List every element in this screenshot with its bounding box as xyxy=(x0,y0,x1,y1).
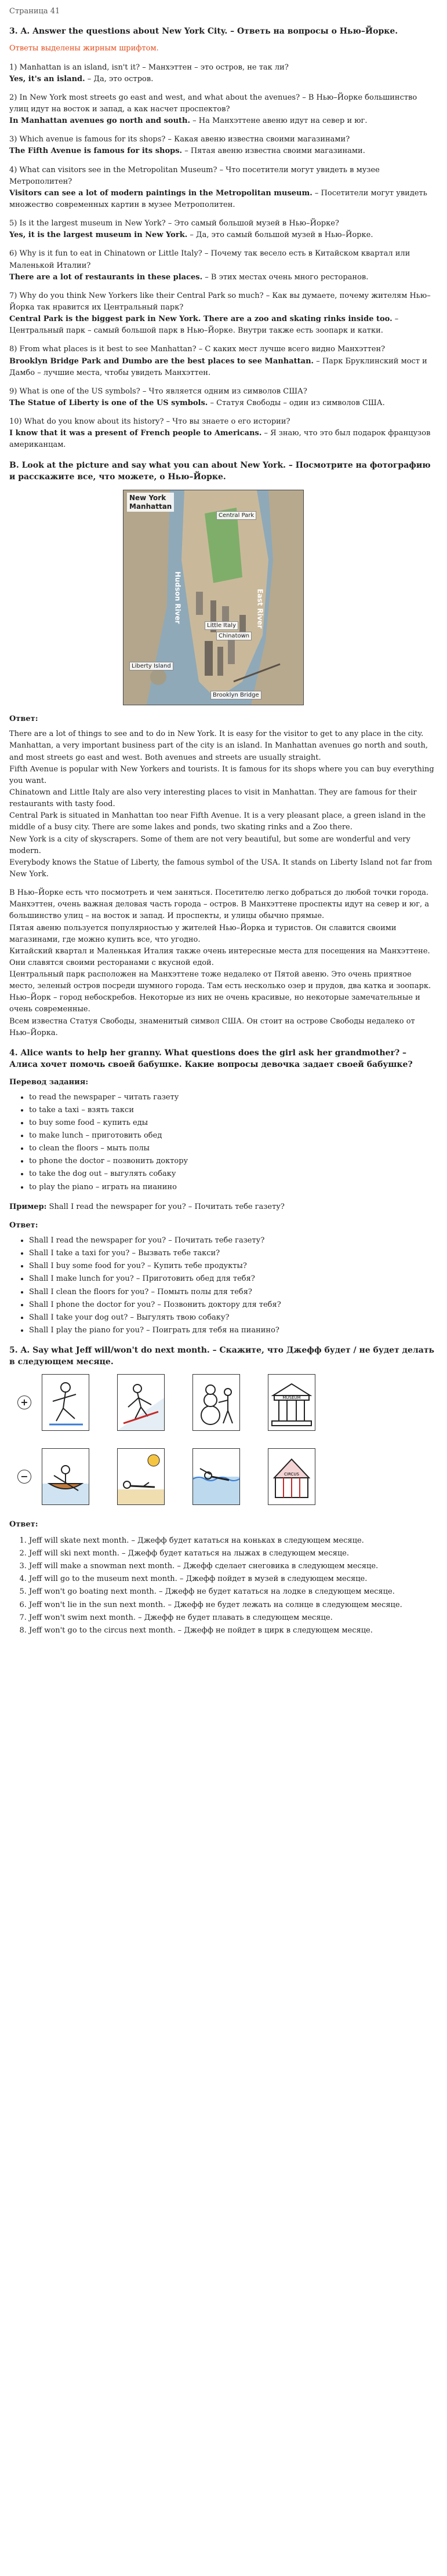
vocab-item: • to clean the floors – мыть полы xyxy=(29,1143,438,1154)
answer-label-4: Ответ: xyxy=(9,1220,38,1230)
manhattan-map-image xyxy=(123,490,304,705)
vocab-item: • to buy some food – купить еды xyxy=(29,1117,438,1129)
text-line: Нью–Йорк – город небоскребов. Некоторые из них не очень красивые, но некоторые замечательные и очень современные. xyxy=(9,993,420,1014)
answer-translation: – Статуя Свободы – один из символов США. xyxy=(208,398,385,407)
answer-item: 2. Jeff will ski next month. – Джефф будет кататься на лыжах в следующем месяце. xyxy=(29,1548,438,1560)
section-5-heading: 5. A. Say what Jeff will/won't do next month. – Скажите, что Джефф будет / не будет делать в следующем месяце. xyxy=(9,1346,434,1367)
answer-translation: – Да, это остров. xyxy=(85,74,154,83)
question-text: 4) What can visitors see in the Metropolitan Museum? – Что посетители могут увидеть в музее Метрополитен? xyxy=(9,165,380,186)
answer-translation: – На Манхэттене авеню идут на север и юг. xyxy=(190,116,368,126)
answer-item: 8. Jeff won't go to the circus next month. – Джефф не пойдет в цирк в следующем месяце. xyxy=(29,1625,438,1637)
qa-item xyxy=(9,290,438,337)
answer-text: The Fifth Avenue is famous for its shops. xyxy=(9,147,183,156)
activity-pictures xyxy=(9,1374,438,1511)
vocab-item: • to make lunch – приготовить обед xyxy=(29,1130,438,1142)
section-4-heading: 4. Alice wants to help her granny. What questions does the girl ask her grandmother? – Алиса хочет помочь своей бабушке. Какие вопросы девочка задает своей бабушке? xyxy=(9,1048,413,1070)
vocab-item: • to take the dog out – выгулять собаку xyxy=(29,1168,438,1180)
answer-line xyxy=(9,398,438,409)
sunbathing-picture xyxy=(117,1448,165,1505)
qa-item xyxy=(9,416,438,451)
answer-text: There are a lot of restaurants in these places. xyxy=(9,272,203,282)
text-line: Китайский квартал и Маленькая Италия также очень интересные места для посещения на Манхэттене. Они славятся своими ресторанами с вкусной едой. xyxy=(9,946,430,967)
example-label: Пример: xyxy=(9,1202,47,1211)
question-text: 10) What do you know about its history? – Что вы знаете о его истории? xyxy=(9,417,290,427)
answer-item: 3. Jeff will make a snowman next month. – Джефф сделает снеговика в следующем месяце. xyxy=(29,1561,438,1572)
question-text: 1) Manhattan is an island, isn't it? – Манхэттен – это остров, не так ли? xyxy=(9,63,289,72)
answer-line xyxy=(9,145,438,157)
answer-translation: – Да, это самый большой музей в Нью–Йорке. xyxy=(187,231,373,240)
section-3-heading: 3. A. Answer the questions about New York City. – Ответь на вопросы о Нью–Йорке. xyxy=(9,27,398,37)
answer-item: 4. Jeff will go to the museum next month. – Джефф пойдет в музей в следующем месяце. xyxy=(29,1573,438,1585)
answer-label-5: Ответ: xyxy=(9,1520,38,1529)
minus-sign-icon: − xyxy=(17,1470,31,1484)
answers-note: Ответы выделены жирным шрифтом. xyxy=(9,44,159,53)
text-line: В Нью–Йорке есть что посмотреть и чем заняться. Посетителю легко добраться до любой точки города. Манхэттен, очень важная деловая часть города – остров. В Манхэттене проспекты идут на север и юг, а большинство улиц – на восток и запад. И проспекты, и улицы обычно прямые. xyxy=(9,888,430,921)
text-line: Пятая авеню пользуется популярностью у жителей Нью–Йорка и туристов. Он славится своими магазинами, где можно купить все, что угодно. xyxy=(9,923,397,944)
answer-text: I know that it was a present of French people to Americans. xyxy=(9,429,262,438)
question-text: 9) What is one of the US symbols? – Что является одним из символов США? xyxy=(9,387,307,396)
map-label-hudson-river: Hudson River xyxy=(173,571,182,624)
snowman-picture xyxy=(192,1374,240,1431)
answer-translation: – Пятая авеню известна своими магазинами. xyxy=(182,147,365,156)
example-text: Shall I read the newspaper for you? – Почитать тебе газету? xyxy=(46,1202,285,1211)
text-line: There are a lot of things to see and to do in New York. It is easy for the visitor to get to any place in the city. Manhattan, a very important business part of the city is an island. In Manhattan avenues go north and south, and most streets go east and west. Both avenues and streets are usually straight. xyxy=(9,730,428,762)
answer-item: • Shall I make lunch for you? – Приготовить обед для тебя? xyxy=(29,1273,438,1285)
map-illustration xyxy=(123,490,303,705)
qa-item xyxy=(9,248,438,283)
answer-translation: – Центральный парк – самый большой парк в Нью–Йорке. Внутри также есть зоопарк и катки. xyxy=(9,315,399,336)
answer-translation: – Парк Бруклинский мост и Дамбо – лучшие места, чтобы увидеть Манхэттен. xyxy=(9,356,427,377)
qa-item xyxy=(9,344,438,378)
question-text: 8) From what places is it best to see Manhattan? – С каких мест лучше всего видно Манхэттен? xyxy=(9,345,386,354)
vocab-item: • to phone the doctor – позвонить доктору xyxy=(29,1156,438,1167)
answers-list-5 xyxy=(9,1535,438,1637)
plus-sign-icon: + xyxy=(17,1396,31,1409)
answer-item: • Shall I phone the doctor for you? – Позвонить доктору для тебя? xyxy=(29,1299,438,1311)
answer-translation: – Посетители могут увидеть множество современных картин в музее Метрополитен. xyxy=(9,188,427,209)
text-line: Центральный парк расположен на Манхэттене тоже недалеко от Пятой авеню. Это очень приятное место, зеленый остров посреди шумного города. Там есть несколько озер и прудов, два катка и зоопарк. xyxy=(9,970,431,991)
circus-picture xyxy=(268,1448,315,1505)
vocab-list xyxy=(9,1092,438,1193)
answer-label-b: Ответ: xyxy=(9,715,38,724)
answer-line xyxy=(9,428,438,451)
answer-item: 1. Jeff will skate next month. – Джефф будет кататься на коньках в следующем месяце. xyxy=(29,1535,438,1547)
map-label-liberty-island: Liberty Island xyxy=(129,662,173,671)
qa-item xyxy=(9,218,438,241)
answer-text: Yes, it's an island. xyxy=(9,74,85,83)
answer-text: In Manhattan avenues go north and south. xyxy=(9,116,191,126)
answer-line xyxy=(9,229,438,241)
text-line: Central Park is situated in Manhattan too near Fifth Avenue. It is a very pleasant place, a green island in the middle of a busy city. There are some lakes and ponds, two skating rinks and a Zoo there. xyxy=(9,811,426,832)
vocab-item: • to take a taxi – взять такси xyxy=(29,1105,438,1116)
answer-item: • Shall I clean the floors for you? – Помыть полы для тебя? xyxy=(29,1287,438,1298)
map-label-chinatown: Chinatown xyxy=(216,632,252,640)
answer-line xyxy=(9,272,438,283)
answer-text: Brooklyn Bridge Park and Dumbo are the best places to see Manhattan. xyxy=(9,356,314,366)
text-line: Chinatown and Little Italy are also very interesting places to visit in Manhattan. They are famous for their restaurants with tasty food. xyxy=(9,788,417,809)
map-label-brooklyn-bridge: Brooklyn Bridge xyxy=(210,691,261,699)
qa-list xyxy=(9,62,438,451)
answer-text: Central Park is the biggest park in New York. There are a zoo and skating rinks inside too. xyxy=(9,315,393,324)
answer-line xyxy=(9,115,438,127)
answer-text: The Statue of Liberty is one of the US symbols. xyxy=(9,398,208,407)
skating-picture xyxy=(42,1374,89,1431)
answer-text: Visitors can see a lot of modern paintings in the Metropolitan museum. xyxy=(9,188,312,198)
answer-item: 7. Jeff won't swim next month. – Джефф не будет плавать в следующем месяце. xyxy=(29,1612,438,1624)
answer-item: • Shall I take a taxi for you? – Вызвать тебе такси? xyxy=(29,1248,438,1259)
answer-item: 6. Jeff won't lie in the sun next month. – Джефф не будет лежать на солнце в следующем месяце. xyxy=(29,1599,438,1611)
text-line: Everybody knows the Statue of Liberty, the famous symbol of the USA. It stands on Liberty Island not far from New York. xyxy=(9,858,433,879)
page-number: Страница 41 xyxy=(9,7,60,16)
map-label-east-river: East River xyxy=(256,589,264,629)
circus-sign: CIRCUS xyxy=(284,1471,299,1477)
text-line: Всем известна Статуя Свободы, знаменитый символ США. Он стоит на острове Свободы недалеко от Нью–Йорка. xyxy=(9,1016,415,1037)
answer-line xyxy=(9,188,438,211)
text-line: Fifth Avenue is popular with New Yorkers and tourists. It is famous for its shops where you can buy everything you want. xyxy=(9,764,434,785)
vocab-item: • to read the newspaper – читать газету xyxy=(29,1092,438,1103)
answer-line xyxy=(9,74,438,85)
answer-item: 5. Jeff won't go boating next month. – Джефф не будет кататься на лодке в следующем месяце. xyxy=(29,1586,438,1598)
question-text: 2) In New York most streets go east and west, and what about the avenues? – В Нью–Йорке большинство улиц идут на восток и запад, а как насчет проспектов? xyxy=(9,93,417,114)
question-text: 3) Which avenue is famous for its shops? – Какая авеню известна своими магазинами? xyxy=(9,135,350,144)
translation-label: Перевод задания: xyxy=(9,1077,89,1087)
question-text: 5) Is it the largest museum in New York? – Это самый большой музей в Нью–Йорке? xyxy=(9,219,339,228)
answers-list-4 xyxy=(9,1235,438,1336)
qa-item xyxy=(9,134,438,157)
qa-item xyxy=(9,165,438,212)
map-label-little-italy: Little Italy xyxy=(205,621,238,630)
question-text: 6) Why is it fun to eat in Chinatown or Little Italy? – Почему так весело есть в Китайском квартал или Маленькой Италии? xyxy=(9,249,410,270)
museum-picture xyxy=(268,1374,315,1431)
map-title: New York Manhattan xyxy=(127,493,174,512)
answer-item: • Shall I read the newspaper for you? – Почитать тебе газету? xyxy=(29,1235,438,1247)
text-line: New York is a city of skyscrapers. Some of them are not very beautiful, but some are wonderful and very modern. xyxy=(9,835,410,855)
answer-translation: – В этих местах очень много ресторанов. xyxy=(202,272,369,282)
answer-item: • Shall I buy some food for you? – Купить тебе продукты? xyxy=(29,1260,438,1272)
answer-line xyxy=(9,314,438,337)
vocab-item: • to play the piano – играть на пианино xyxy=(29,1182,438,1193)
english-text xyxy=(9,728,438,880)
question-text: 7) Why do you think New Yorkers like their Central Park so much? – Как вы думаете, почему жителям Нью–Йорка так нравится их Центральный парк? xyxy=(9,291,431,312)
russian-text xyxy=(9,887,438,1039)
answer-item: • Shall I take your dog out? – Выгулять твою собаку? xyxy=(29,1312,438,1324)
museum-sign: MUSEUM xyxy=(282,1395,301,1400)
answer-item: • Shall I play the piano for you? – Поиграть для тебя на пианино? xyxy=(29,1325,438,1336)
example-line xyxy=(9,1201,438,1213)
qa-item xyxy=(9,92,438,127)
swimming-picture xyxy=(192,1448,240,1505)
map-label-central-park: Central Park xyxy=(216,511,256,520)
section-b-heading: B. Look at the picture and say what you can about New York. – Посмотрите на фотографию и расскажите все, что можете, о Нью–Йорке. xyxy=(9,460,431,482)
answer-text: Yes, it is the largest museum in New York. xyxy=(9,231,188,240)
answer-translation: – Я знаю, что это был подарок французов американцам. xyxy=(9,429,431,450)
qa-item xyxy=(9,62,438,85)
boating-picture xyxy=(42,1448,89,1505)
answer-line xyxy=(9,356,438,379)
skiing-picture xyxy=(117,1374,165,1431)
qa-item xyxy=(9,386,438,409)
